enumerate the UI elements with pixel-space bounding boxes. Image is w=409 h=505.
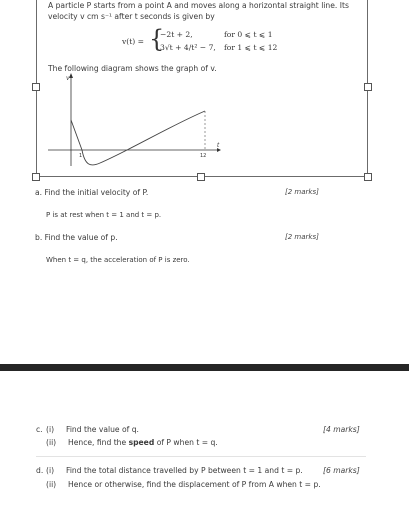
case-2-expression: 3√t + 4/t² − 7, <box>160 43 216 52</box>
brace-symbol: { <box>149 25 165 53</box>
question-c-ii-text-bold: speed <box>128 438 155 447</box>
question-c-ii-text-pre: Hence, find the <box>68 438 129 447</box>
resize-handle-left[interactable] <box>32 83 40 91</box>
t-axis-label: t <box>217 142 220 149</box>
piecewise-equation <box>122 25 292 54</box>
question-d-ii-text: Hence or otherwise, find the displacement of P from A when t = p. <box>68 480 321 489</box>
case-1-condition: for 0 ⩽ t ⩽ 1 <box>224 30 273 39</box>
question-d-i-label: (i) <box>46 466 55 475</box>
question-c-ii-text <box>68 438 218 447</box>
question-b-marks: [2 marks] <box>285 233 319 241</box>
resize-handle-bottom-left[interactable] <box>32 173 40 181</box>
intro-line-1: A particle P starts from a point A and moves along a horizontal straight line. Its <box>48 1 349 10</box>
v-axis-label: v <box>66 75 70 82</box>
question-d-letter: d. <box>36 466 44 475</box>
page-divider <box>0 364 409 371</box>
question-b-text: b. Find the value of p. <box>35 233 118 242</box>
question-c-marks: [4 marks] <box>323 425 360 434</box>
tick-label-1: 1 <box>79 153 83 159</box>
question-d-marks: [6 marks] <box>323 466 360 475</box>
section-separator <box>36 456 366 457</box>
note-a: P is at rest when t = 1 and t = p. <box>46 211 162 219</box>
question-c-ii-label: (ii) <box>46 438 57 447</box>
resize-handle-bottom[interactable] <box>197 173 205 181</box>
question-c-ii-text-post: of P when t = q. <box>154 438 218 447</box>
question-a-text: a. Find the initial velocity of P. <box>35 188 149 197</box>
velocity-graph <box>45 70 225 170</box>
intro-line-2: velocity v cm s⁻¹ after t seconds is given by <box>48 12 215 21</box>
tick-label-12: 12 <box>200 153 207 159</box>
case-1-expression: −2t + 2, <box>160 30 193 39</box>
question-c-i-label: (i) <box>46 425 55 434</box>
velocity-curve <box>71 111 205 165</box>
question-d-ii-label: (ii) <box>46 480 57 489</box>
v-axis-arrow <box>69 73 73 78</box>
diagram-caption: The following diagram shows the graph of v. <box>48 64 217 73</box>
resize-handle-bottom-right[interactable] <box>364 173 372 181</box>
question-d-i-text: Find the total distance travelled by P between t = 1 and t = p. <box>66 466 303 475</box>
note-b: When t = q, the acceleration of P is zero. <box>46 256 190 264</box>
resize-handle-right[interactable] <box>364 83 372 91</box>
question-c-letter: c. <box>36 425 43 434</box>
question-c-i-text: Find the value of q. <box>66 425 139 434</box>
question-a-marks: [2 marks] <box>285 188 319 196</box>
case-2-condition: for 1 ⩽ t ⩽ 12 <box>224 43 278 52</box>
equation-lhs: v(t) = <box>122 37 145 46</box>
